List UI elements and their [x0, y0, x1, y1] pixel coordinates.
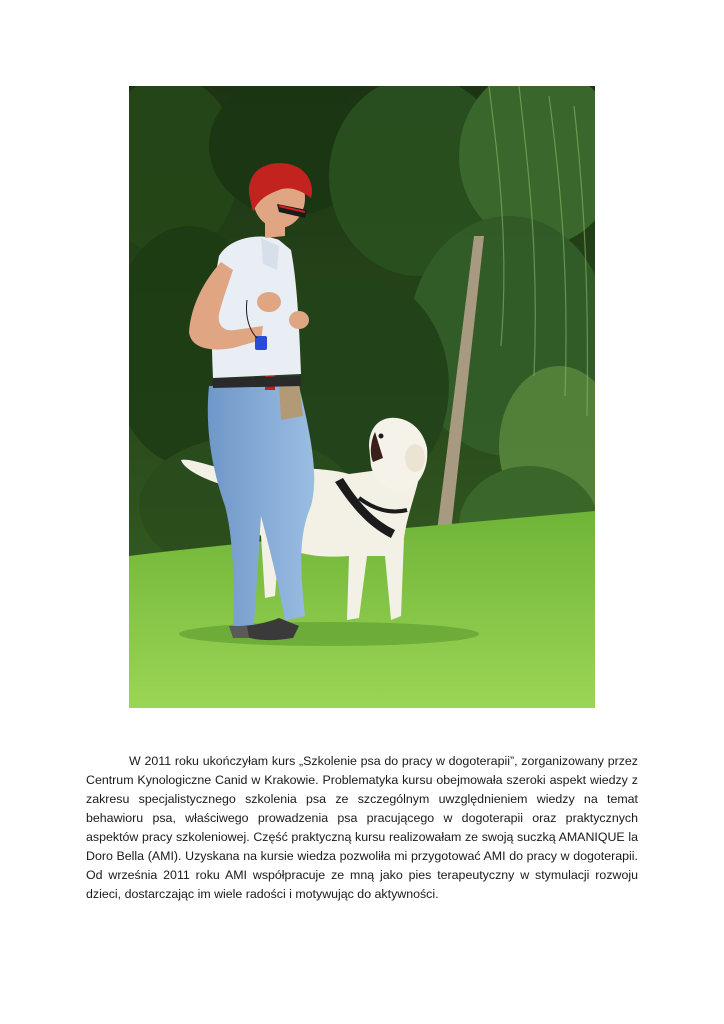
grass-shadow — [179, 622, 479, 646]
body-paragraph: W 2011 roku ukończyłam kurs „Szkolenie psa do pracy w dogoterapii”, zorganizowany przez Centrum Kynologiczne Canid w Krakowie. Problematyka kursu obejmowała szeroki aspekt wiedzy z zakresu specjalistycznego szkolenia psa ze szczególnym uwzględnieniem wiedzy na temat behawioru psa, właściwego prowadzenia psa pracującego w dogoterapii oraz praktycznych aspektów pracy szkoleniowej. Część praktyczną kursu realizowałam ze swoją suczką AMANIQUE la Doro Bella (AMI). Uzyskana na kursie wiedza pozwoliła mi przygotować AMI do pracy w dogoterapii. Od września 2011 roku AMI współpracuje ze mną jako pies terapeutyczny w stymulacji rozwoju dzieci, dostarczając im wiele radości i motywując do aktywności. — [86, 754, 638, 901]
photo-illustration — [129, 86, 595, 708]
photo-woman-training-dog — [129, 86, 595, 708]
